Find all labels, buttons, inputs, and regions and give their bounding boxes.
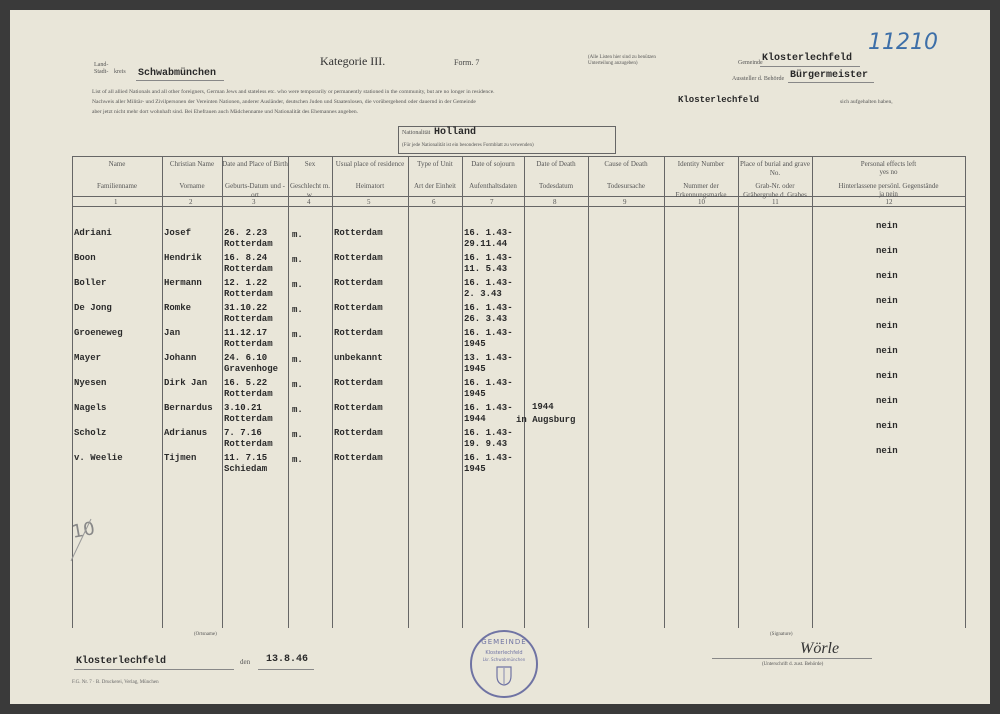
cell-vorname: Johann	[164, 353, 197, 363]
cell-sex: m.	[292, 455, 303, 465]
column-number: 9	[623, 198, 627, 206]
column-divider	[588, 156, 589, 628]
cell-birth-place: Rotterdam	[224, 239, 273, 249]
column-header-en: Christian Name	[169, 160, 215, 168]
nationality-box	[398, 126, 616, 154]
signature-label: (Signature)	[770, 632, 793, 637]
column-number: 3	[252, 198, 256, 206]
intro-gemeinde: Klosterlechfeld	[678, 95, 760, 105]
cell-effects: nein	[876, 396, 898, 406]
cell-stay-to: 26. 3.43	[464, 314, 508, 324]
cell-vorname: Jan	[164, 328, 181, 338]
document-sheet	[10, 10, 990, 704]
column-header-en: Date of sojourn	[471, 160, 515, 168]
cell-name: Nagels	[74, 403, 107, 413]
intro-line-2: Nachweis aller Militär- und Zivilpersonen der Vereinten Nationen, anderer Ausländer, deutschen Juden und Staatenlosen, die vorübergehend oder dauernd in der Gemeinde	[92, 99, 476, 105]
stamp-title: GEMEINDE	[481, 638, 527, 646]
cell-birth-date: 12. 1.22	[224, 278, 268, 288]
ort-label: (Ortsname)	[194, 632, 217, 637]
cell-name: Adriani	[74, 228, 112, 238]
cell-name: Boon	[74, 253, 96, 263]
cell-birth-date: 26. 2.23	[224, 228, 268, 238]
cell-stay-from: 16. 1.43-	[464, 403, 513, 413]
printer-line: F.G. Nr. 7 · B. Druckerei, Verlag, München	[72, 680, 159, 685]
cell-sex: m.	[292, 405, 303, 415]
cell-stay-to: 2. 3.43	[464, 289, 502, 299]
cell-home: Rotterdam	[334, 453, 383, 463]
cell-birth-date: 24. 6.10	[224, 353, 268, 363]
column-divider	[288, 156, 289, 628]
cell-stay-from: 13. 1.43-	[464, 353, 513, 363]
column-header-de: Hinterlassene persönl. Gegenstände	[838, 182, 939, 190]
column-divider	[738, 156, 739, 628]
column-header-en: Cause of Death	[604, 160, 648, 168]
cell-stay-from: 16. 1.43-	[464, 328, 513, 338]
coat-of-arms-icon	[496, 666, 512, 686]
column-header-de: Heimatort	[355, 182, 385, 190]
cell-birth-date: 11. 7.15	[224, 453, 268, 463]
column-header-en-sub: yes no	[879, 168, 898, 176]
cell-name: Scholz	[74, 428, 107, 438]
column-header-de: Geschlecht m. w.	[289, 182, 331, 199]
cell-sex: m.	[292, 430, 303, 440]
form-note: (Alle Listen hier sind zu benützen Unterteilung anzugeben)	[588, 55, 656, 66]
nationality-value: Holland	[434, 127, 477, 138]
column-divider	[812, 156, 813, 628]
kreis-label: kreis	[114, 69, 126, 75]
column-header-de: Aufenthaltsdaten	[469, 182, 517, 190]
cell-vorname: Bernardus	[164, 403, 213, 413]
cell-sex: m.	[292, 230, 303, 240]
column-header-en: Sex	[304, 160, 316, 168]
column-number: 8	[553, 198, 557, 206]
den-label: den	[240, 658, 251, 666]
date-value: 13.8.46	[266, 654, 309, 665]
cell-effects: nein	[876, 296, 898, 306]
cell-home: Rotterdam	[334, 228, 383, 238]
cell-sex: m.	[292, 380, 303, 390]
cell-birth-date: 16. 8.24	[224, 253, 268, 263]
cell-home: Rotterdam	[334, 403, 383, 413]
death-date-nagels: 1944	[532, 402, 554, 412]
cell-name: Mayer	[74, 353, 102, 363]
column-number: 6	[432, 198, 436, 206]
column-number: 5	[367, 198, 371, 206]
cell-birth-date: 31.10.22	[224, 303, 268, 313]
cell-home: Rotterdam	[334, 428, 383, 438]
cell-birth-date: 16. 5.22	[224, 378, 268, 388]
death-place-nagels: in Augsburg	[516, 415, 576, 425]
column-header-en: Date of Death	[536, 160, 576, 168]
cell-effects: nein	[876, 346, 898, 356]
cell-home: unbekannt	[334, 353, 383, 363]
column-divider	[222, 156, 223, 628]
column-header-de-sub: ja nein	[879, 190, 898, 198]
cell-vorname: Tijmen	[164, 453, 197, 463]
cell-stay-to: 1945	[464, 464, 486, 474]
cell-birth-place: Rotterdam	[224, 264, 273, 274]
cell-effects: nein	[876, 421, 898, 431]
column-header-en: Identity Number	[677, 160, 725, 168]
cell-name: De Jong	[74, 303, 112, 313]
official-stamp	[470, 630, 538, 698]
nationality-label: Nationalität	[402, 130, 431, 136]
column-header-de: Todesursache	[607, 182, 645, 190]
cell-stay-from: 16. 1.43-	[464, 303, 513, 313]
cell-sex: m.	[292, 255, 303, 265]
nationality-note: (Für jede Nationalität ist ein besonderes Formblatt zu verwenden)	[402, 143, 534, 148]
cell-home: Rotterdam	[334, 378, 383, 388]
ort-value: Klosterlechfeld	[76, 656, 167, 667]
cell-birth-date: 11.12.17	[224, 328, 268, 338]
column-header-de: Art der Einheit	[414, 182, 456, 190]
stamp-middle: Klosterlechfeld	[485, 650, 523, 656]
cell-name: Groeneweg	[74, 328, 123, 338]
column-divider	[965, 156, 966, 628]
column-divider	[524, 156, 525, 628]
landkreis-label: Land- Stadt-	[94, 62, 109, 75]
cell-stay-to: 1945	[464, 389, 486, 399]
cell-stay-from: 16. 1.43-	[464, 253, 513, 263]
cell-name: Boller	[74, 278, 107, 288]
cell-birth-place: Gravenhoge	[224, 364, 279, 374]
cell-sex: m.	[292, 280, 303, 290]
cell-vorname: Hermann	[164, 278, 202, 288]
pencil-slash	[65, 515, 95, 565]
cell-effects: nein	[876, 446, 898, 456]
intro-line-2-end: sich aufgehalten haben,	[840, 99, 893, 105]
column-header-en: Type of Unit	[417, 160, 453, 168]
column-divider	[332, 156, 333, 628]
unterschrift-label: (Unterschrift d. zust. Behörde)	[762, 662, 824, 667]
column-number: 1	[114, 198, 118, 206]
gemeinde-value: Klosterlechfeld	[762, 53, 853, 64]
cell-birth-place: Rotterdam	[224, 389, 273, 399]
column-number: 7	[490, 198, 494, 206]
form-number: Form. 7	[454, 58, 480, 67]
cell-vorname: Adrianus	[164, 428, 208, 438]
kategorie-title: Kategorie III.	[320, 54, 386, 68]
column-divider	[462, 156, 463, 628]
column-header-de: Todesdatum	[538, 182, 574, 190]
column-header-de: Geburts-Datum und -ort	[225, 182, 285, 199]
column-number: 11	[772, 198, 779, 206]
cell-effects: nein	[876, 371, 898, 381]
cell-stay-to: 1945	[464, 339, 486, 349]
column-number: 4	[307, 198, 311, 206]
signature: Wörle	[800, 640, 840, 657]
gemeinde-label: Gemeinde	[738, 60, 763, 66]
cell-name: Nyesen	[74, 378, 107, 388]
column-header-en: Place of burial and grave No.	[740, 160, 810, 177]
cell-stay-from: 16. 1.43-	[464, 278, 513, 288]
cell-stay-to: 19. 9.43	[464, 439, 508, 449]
cell-birth-place: Rotterdam	[224, 289, 273, 299]
cell-effects: nein	[876, 321, 898, 331]
cell-stay-to: 11. 5.43	[464, 264, 508, 274]
cell-birth-place: Schiedam	[224, 464, 268, 474]
cell-effects: nein	[876, 271, 898, 281]
column-header-en: Personal effects left	[860, 160, 917, 168]
cell-birth-place: Rotterdam	[224, 414, 273, 424]
cell-effects: nein	[876, 246, 898, 256]
cell-birth-place: Rotterdam	[224, 314, 273, 324]
column-divider	[408, 156, 409, 628]
column-header-en: Usual place of residence	[335, 160, 405, 168]
column-header-de: Grab-Nr. oder Gräbergrube d. Grabes	[743, 182, 807, 199]
cell-birth-place: Rotterdam	[224, 339, 273, 349]
column-divider	[162, 156, 163, 628]
intro-line-3: aber jetzt nicht mehr dort wohnhaft sind. Bei Ehefrauen auch Mädchenname und Nationalität des Ehemannes angeben.	[92, 109, 359, 115]
cell-vorname: Hendrik	[164, 253, 202, 263]
cell-home: Rotterdam	[334, 328, 383, 338]
cell-stay-from: 16. 1.43-	[464, 378, 513, 388]
cell-effects: nein	[876, 221, 898, 231]
cell-home: Rotterdam	[334, 253, 383, 263]
cell-vorname: Josef	[164, 228, 192, 238]
aussteller-value: Bürgermeister	[790, 70, 869, 81]
cell-home: Rotterdam	[334, 278, 383, 288]
column-header-de: Familienname	[96, 182, 138, 190]
document-number: 11210	[868, 30, 938, 55]
cell-vorname: Dirk Jan	[164, 378, 208, 388]
column-divider	[664, 156, 665, 628]
cell-stay-to: 1945	[464, 364, 486, 374]
column-header-de: Nummer der Erkennungsmarke	[675, 182, 727, 199]
cell-sex: m.	[292, 305, 303, 315]
cell-stay-from: 16. 1.43-	[464, 228, 513, 238]
cell-birth-date: 3.10.21	[224, 403, 262, 413]
column-number: 2	[189, 198, 193, 206]
margin-mark: 10	[70, 518, 97, 543]
cell-birth-date: 7. 7.16	[224, 428, 262, 438]
column-header-de: Vorname	[179, 182, 205, 190]
cell-stay-to: 29.11.44	[464, 239, 508, 249]
cell-stay-from: 16. 1.43-	[464, 428, 513, 438]
aussteller-label: Aussteller d. Behörde	[732, 76, 785, 82]
column-number: 12	[885, 198, 893, 206]
stamp-bottom: Lkr. Schwabmünchen	[482, 657, 526, 662]
cell-home: Rotterdam	[334, 303, 383, 313]
cell-sex: m.	[292, 330, 303, 340]
landkreis-value: Schwabmünchen	[138, 68, 217, 79]
cell-stay-from: 16. 1.43-	[464, 453, 513, 463]
cell-name: v. Weelie	[74, 453, 123, 463]
cell-stay-to: 1944	[464, 414, 486, 424]
intro-line-1: List of all allied Nationals and all other foreigners, German Jews and stateless etc. who were temporarily or permanently stationed in the community, but are no longer in residence.	[92, 89, 495, 95]
cell-sex: m.	[292, 355, 303, 365]
column-header-en: Name	[108, 160, 126, 168]
cell-birth-place: Rotterdam	[224, 439, 273, 449]
cell-vorname: Romke	[164, 303, 192, 313]
column-header-en: Date and Place of Birth	[222, 160, 288, 168]
column-number: 10	[698, 198, 705, 206]
